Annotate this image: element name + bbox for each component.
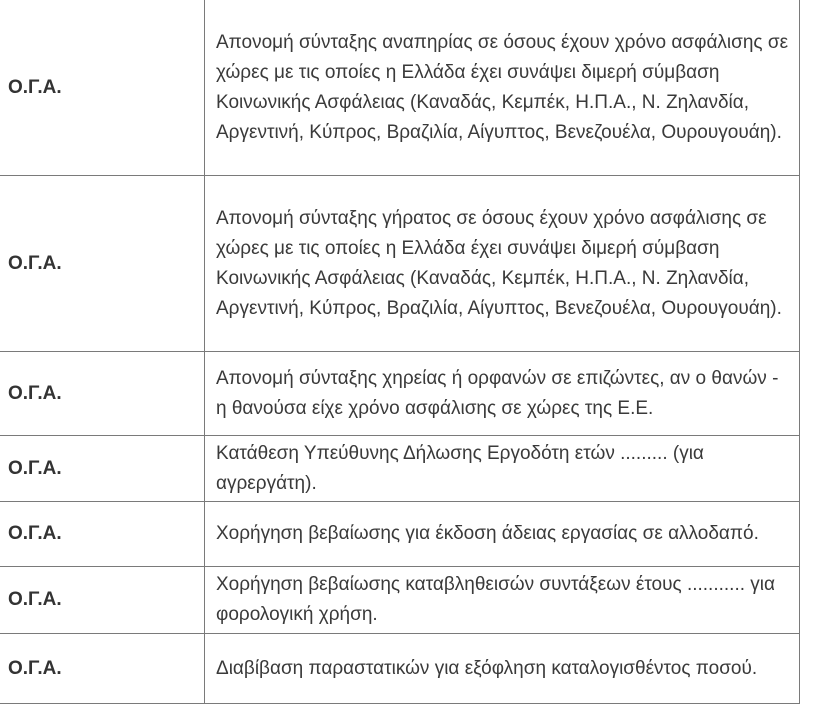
table-row	[0, 176, 800, 352]
table-row	[0, 0, 800, 176]
table-row	[0, 634, 800, 704]
organization-cell: Ο.Γ.Α.	[0, 0, 205, 176]
service-description-cell: Απονομή σύνταξης γήρατος σε όσους έχουν χρόνο ασφάλισης σε χώρες με τις οποίες η Ελλάδα έχει συνάψει διμερή σύμβαση Κοινωνικής Ασφάλειας (Καναδάς, Κεμπέκ, Η.Π.Α., Ν. Ζηλανδία, Αργεντινή, Κύπρος, Βραζιλία, Αίγυπτος, Βενεζουέλα, Ουρουγουάη).	[205, 176, 800, 352]
organization-cell: Ο.Γ.Α.	[0, 502, 205, 567]
service-description-cell: Χορήγηση βεβαίωσης για έκδοση άδειας εργασίας σε αλλοδαπό.	[205, 502, 800, 567]
organization-cell: Ο.Γ.Α.	[0, 567, 205, 634]
service-description-cell: Διαβίβαση παραστατικών για εξόφληση καταλογισθέντος ποσού.	[205, 634, 800, 704]
organization-cell: Ο.Γ.Α.	[0, 634, 205, 704]
service-description-cell: Απονομή σύνταξης χηρείας ή ορφανών σε επιζώντες, αν ο θανών - η θανούσα είχε χρόνο ασφάλισης σε χώρες της Ε.Ε.	[205, 352, 800, 436]
table-row	[0, 502, 800, 567]
table-row	[0, 436, 800, 502]
organization-cell: Ο.Γ.Α.	[0, 176, 205, 352]
table-row	[0, 567, 800, 634]
service-description-cell: Απονομή σύνταξης αναπηρίας σε όσους έχουν χρόνο ασφάλισης σε χώρες με τις οποίες η Ελλάδα έχει συνάψει διμερή σύμβαση Κοινωνικής Ασφάλειας (Καναδάς, Κεμπέκ, Η.Π.Α., Ν. Ζηλανδία, Αργεντινή, Κύπρος, Βραζιλία, Αίγυπτος, Βενεζουέλα, Ουρουγουάη).	[205, 0, 800, 176]
organization-cell: Ο.Γ.Α.	[0, 436, 205, 502]
table-row	[0, 352, 800, 436]
service-description-cell: Χορήγηση βεβαίωσης καταβληθεισών συντάξεων έτους ........... για φορολογική χρήση.	[205, 567, 800, 634]
organization-cell: Ο.Γ.Α.	[0, 352, 205, 436]
service-description-cell: Κατάθεση Υπεύθυνης Δήλωσης Εργοδότη ετών ......... (για αγρεργάτη).	[205, 436, 800, 502]
